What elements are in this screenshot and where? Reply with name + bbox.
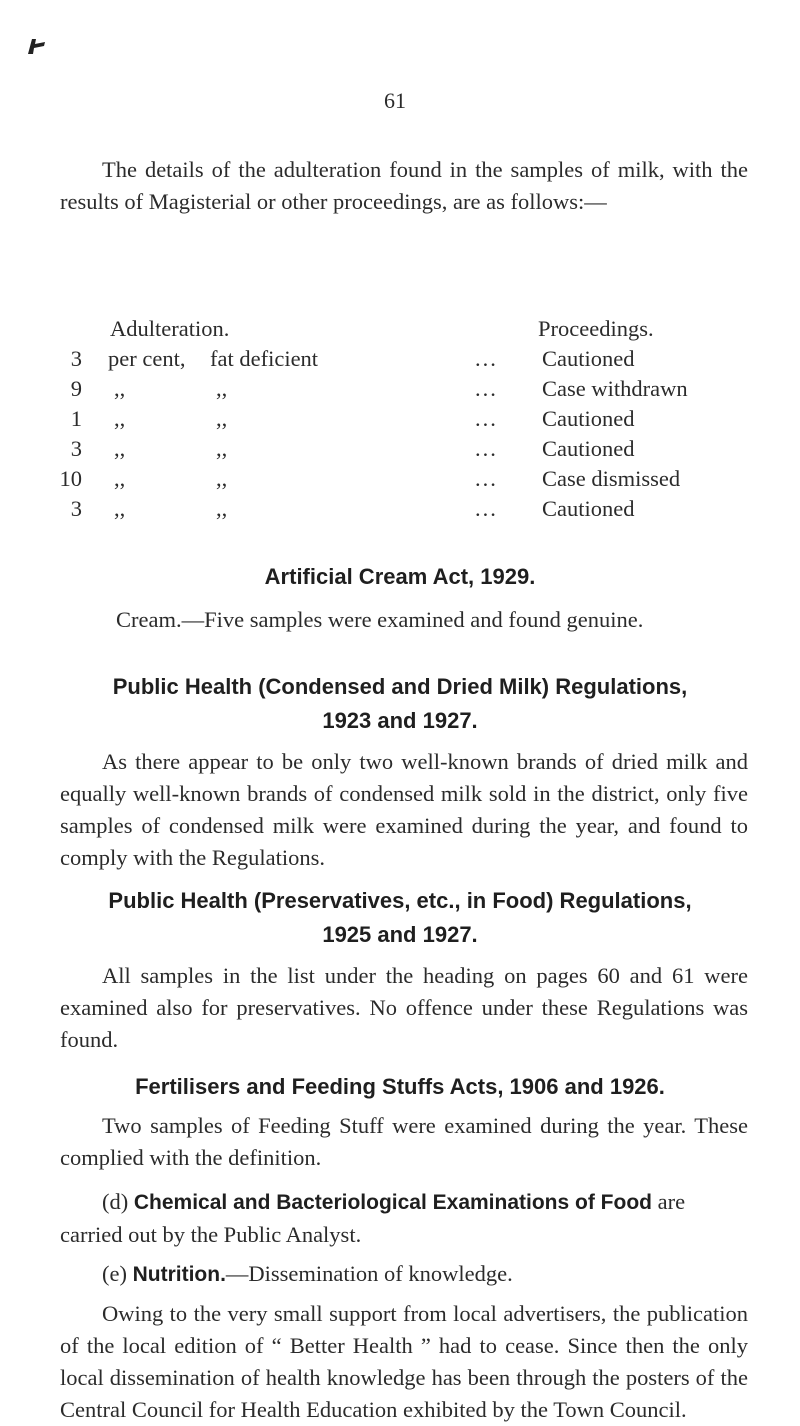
row-unit: ,, xyxy=(114,496,126,521)
row-proceeding: Case withdrawn xyxy=(542,376,688,401)
chemical-text: are carried out by the Public Analyst. xyxy=(60,1189,686,1247)
nutrition-bold-heading: Nutrition. xyxy=(132,1263,226,1286)
row-leader-dots: ... xyxy=(475,496,498,521)
row-leader-dots: ... xyxy=(475,436,498,461)
row-number: 10 xyxy=(59,466,82,491)
table-row xyxy=(60,436,760,466)
page-number: 61 xyxy=(384,88,406,113)
nutrition-paragraph xyxy=(60,1258,748,1291)
nutrition-label: (e) xyxy=(102,1261,127,1286)
row-unit: per cent, xyxy=(108,346,186,371)
chemical-bold-heading: Chemical and Bacteriological Examinations of Food xyxy=(133,1191,652,1214)
row-description: ,, xyxy=(216,376,228,401)
row-unit: ,, xyxy=(114,376,126,401)
header-proceedings: Proceedings. xyxy=(538,316,654,341)
row-description: ,, xyxy=(216,466,228,491)
header-adulteration: Adulteration. xyxy=(110,316,230,341)
nutrition-text: —Dissemination of knowledge. xyxy=(225,1261,513,1286)
condensed-milk-heading-years: 1923 and 1927. xyxy=(322,708,478,733)
table-row xyxy=(60,466,760,496)
row-unit: ,, xyxy=(114,406,126,431)
row-leader-dots: ... xyxy=(475,346,498,371)
chemical-examinations-paragraph xyxy=(60,1186,748,1251)
row-leader-dots: ... xyxy=(475,466,498,491)
chemical-label: (d) xyxy=(102,1189,129,1214)
row-proceeding: Cautioned xyxy=(542,496,635,521)
row-proceeding: Cautioned xyxy=(542,436,635,461)
artificial-cream-heading: Artificial Cream Act, 1929. xyxy=(264,564,536,589)
row-proceeding: Cautioned xyxy=(542,346,635,371)
row-unit: ,, xyxy=(114,436,126,461)
row-description: ,, xyxy=(216,496,228,521)
table-row xyxy=(60,406,760,436)
row-leader-dots: ... xyxy=(475,376,498,401)
table-row xyxy=(60,376,760,406)
row-number: 3 xyxy=(70,496,82,521)
row-number: 9 xyxy=(70,376,82,401)
table-header xyxy=(60,316,760,346)
row-proceeding: Cautioned xyxy=(542,406,635,431)
row-description: ,, xyxy=(216,406,228,431)
row-description: fat deficient xyxy=(210,346,319,371)
preservatives-paragraph: All samples in the list under the heading on pages 60 and 61 were examined also for preservatives. No offence under these Regulations was found. xyxy=(60,963,748,1052)
fertilisers-heading: Fertilisers and Feeding Stuffs Acts, 1906 and 1926. xyxy=(135,1074,665,1099)
corner-mark-icon xyxy=(26,36,48,56)
preservatives-heading: Public Health (Preservatives, etc., in Food) Regulations, xyxy=(108,888,692,913)
condensed-milk-paragraph: As there appear to be only two well-known brands of dried milk and equally well-known brands of condensed milk sold in the district, only five samples of condensed milk were examined during the year, and found to comply with the Regulations. xyxy=(60,749,748,870)
row-proceeding: Case dismissed xyxy=(542,466,681,491)
row-number: 3 xyxy=(70,346,82,371)
table-row xyxy=(60,346,760,376)
row-description: ,, xyxy=(216,436,228,461)
row-number: 1 xyxy=(70,406,82,431)
artificial-cream-text: Cream.—Five samples were examined and found genuine. xyxy=(116,607,644,632)
intro-paragraph: The details of the adulteration found in the samples of milk, with the results of Magisterial or other proceedings, are as follows:— xyxy=(60,157,748,214)
preservatives-heading-years: 1925 and 1927. xyxy=(322,922,478,947)
row-number: 3 xyxy=(70,436,82,461)
table-row xyxy=(60,496,760,526)
fertilisers-paragraph: Two samples of Feeding Stuff were examined during the year. These complied with the definition. xyxy=(60,1113,748,1170)
row-leader-dots: ... xyxy=(475,406,498,431)
row-unit: ,, xyxy=(114,466,126,491)
condensed-milk-heading: Public Health (Condensed and Dried Milk) Regulations, xyxy=(112,674,688,699)
closing-paragraph: Owing to the very small support from local advertisers, the publication of the local edition of “ Better Health ” had to cease. Since then the only local dissemination of health knowledge has been through the posters of the Central Council for Health Education exhibited by the Town Council. xyxy=(60,1301,748,1422)
